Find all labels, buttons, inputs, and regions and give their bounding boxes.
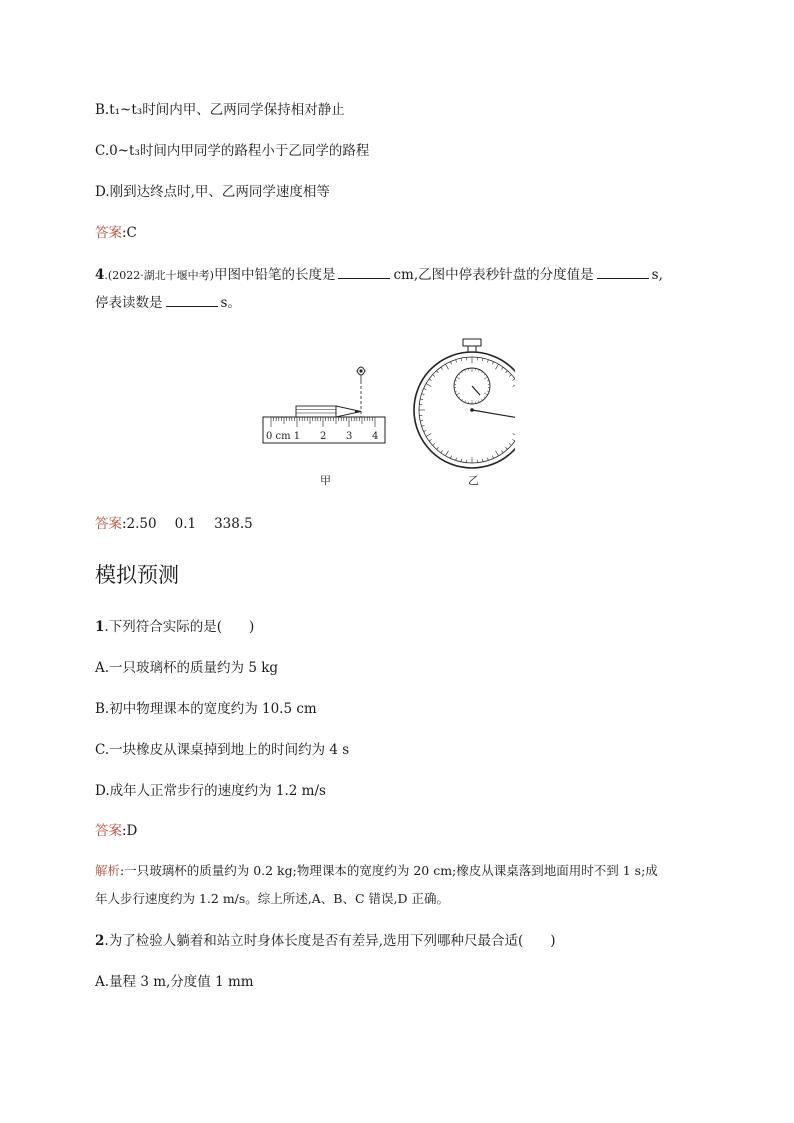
question-text: s, xyxy=(651,267,663,283)
mq1-analysis-line1 xyxy=(95,862,658,880)
mq2-option-a: A.量程 3 m,分度值 1 mm xyxy=(95,974,254,990)
answer-label: 答案 xyxy=(95,225,122,241)
figure-label-jia: 甲 xyxy=(320,474,331,487)
stopwatch-figure xyxy=(414,339,515,468)
question-4-line1 xyxy=(95,265,663,285)
option-b: B.t₁~t₃时间内甲、乙两同学保持相对静止 xyxy=(95,102,345,118)
analysis-text: :一只玻璃杯的质量约为 0.2 kg;物理课本的宽度约为 20 cm;橡皮从课桌落到地面用时不到 1 s;成 xyxy=(120,863,658,878)
mq1-stem xyxy=(95,618,254,636)
answer-prev xyxy=(95,224,137,242)
answer-value: :D xyxy=(122,823,138,839)
question-text: 停表读数是 xyxy=(95,295,163,311)
answer-value: 0.1 xyxy=(174,516,197,532)
question-number: 2 xyxy=(95,933,105,949)
answer-value: 338.5 xyxy=(214,516,253,532)
question-text: .为了检验人躺着和站立时身体长度是否有差异,选用下列哪种尺最合适( ) xyxy=(104,933,556,949)
question-4-line2 xyxy=(95,293,241,312)
question-text: cm,乙图中停表秒针盘的分度值是 xyxy=(393,267,594,283)
option-d: D.刚到达终点时,甲、乙两同学速度相等 xyxy=(95,184,330,200)
mq1-option-c: C.一块橡皮从课桌掉到地上的时间约为 4 s xyxy=(95,742,350,758)
option-c: C.0~t₃时间内甲同学的路程小于乙同学的路程 xyxy=(95,143,370,159)
ruler-figure xyxy=(263,367,385,443)
mq1-answer xyxy=(95,822,137,840)
mq1-option-b: B.初中物理课本的宽度约为 10.5 cm xyxy=(95,701,317,717)
figure-ruler-stopwatch xyxy=(255,335,515,495)
answer-value: :2.50 xyxy=(122,516,157,532)
question-text: 甲图中铅笔的长度是 xyxy=(213,267,336,283)
blank-division-value xyxy=(597,265,649,279)
ruler-tick-label: 3 xyxy=(346,431,353,442)
analysis-label: 解析 xyxy=(95,863,121,878)
blank-pencil-length xyxy=(338,265,390,279)
figure-label-yi: 乙 xyxy=(468,474,479,487)
question-text: s。 xyxy=(220,295,241,311)
blank-stopwatch-reading xyxy=(166,293,218,307)
mq1-option-d: D.成年人正常步行的速度约为 1.2 m/s xyxy=(95,783,326,799)
answer-q4 xyxy=(95,515,253,533)
section-title: 模拟预测 xyxy=(95,563,179,587)
ruler-label-start: 0 cm 1 xyxy=(266,431,301,442)
answer-label: 答案 xyxy=(95,823,122,839)
mq1-analysis-line2: 年人步行速度约为 1.2 m/s。综上所述,A、B、C 错误,D 正确。 xyxy=(95,891,449,906)
question-number: 4 xyxy=(95,267,105,283)
question-source: .(2022·湖北十堰中考) xyxy=(104,269,214,282)
mq1-option-a: A.一只玻璃杯的质量约为 5 kg xyxy=(95,660,279,676)
eye-icon xyxy=(357,367,365,381)
question-number: 1 xyxy=(95,619,105,635)
pencil-icon xyxy=(296,406,361,417)
answer-value: :C xyxy=(122,225,137,241)
ruler-tick-label: 4 xyxy=(372,431,379,442)
answer-label: 答案 xyxy=(95,516,122,532)
ruler-tick-label: 2 xyxy=(320,431,327,442)
mq2-stem xyxy=(95,932,556,950)
question-text: .下列符合实际的是( ) xyxy=(104,619,255,635)
